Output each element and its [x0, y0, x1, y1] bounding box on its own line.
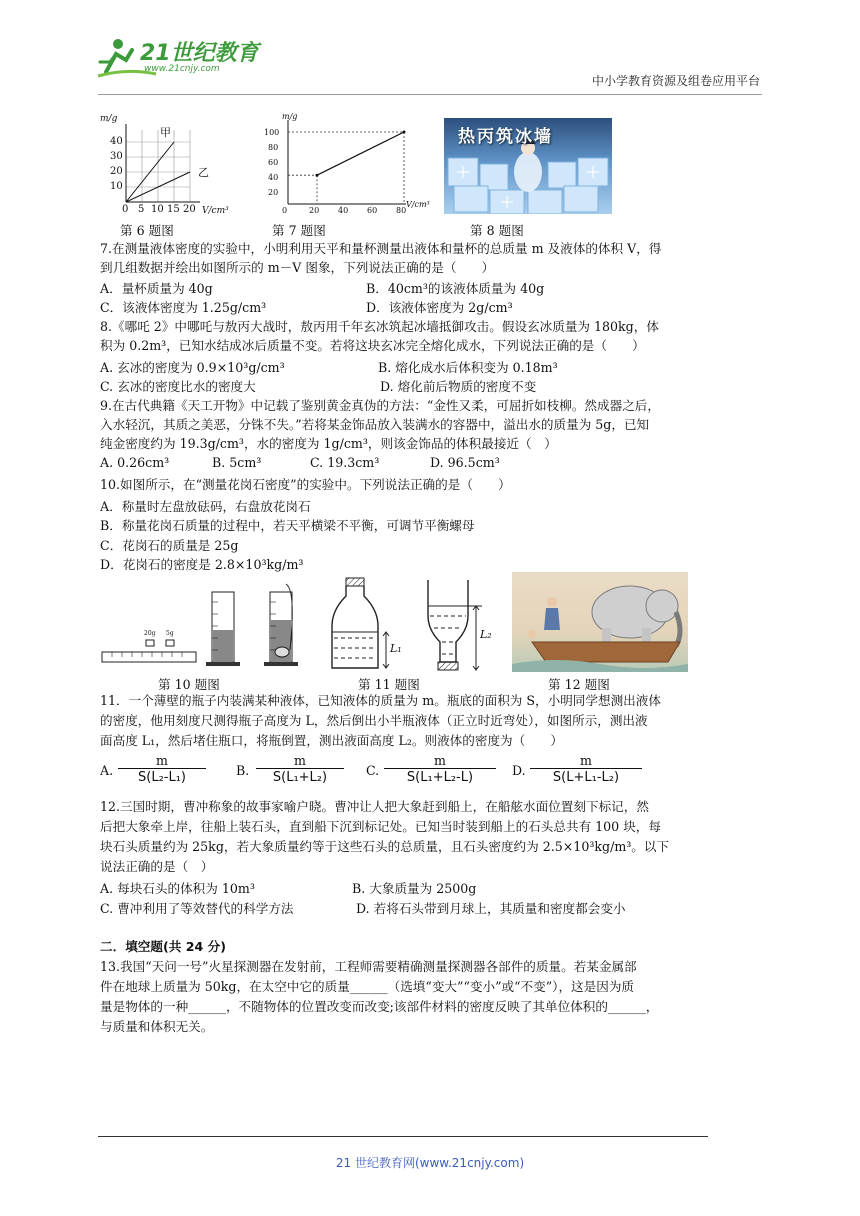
fig7-xtick: 60 — [367, 206, 378, 215]
fig10-weight-5g: 5g — [166, 630, 174, 637]
q11-line2: 的密度，他用刻度尺测得瓶子高度为 L，然后倒出小半瓶液体（正立时近弯处），如图所示，测出液 — [100, 713, 648, 728]
q8-option-b: B. 熔化成水后体积变为 0.18m³ — [378, 360, 558, 375]
fig8-title: 热丙筑冰墙 — [458, 127, 553, 147]
q12-line2: 后把大象牵上岸，往船上装石头，直到船下沉到标记处。已知当时装到船上的石头总共有 100 块，每 — [100, 819, 661, 834]
q12-option-a: A. 每块石头的体积为 10m³ — [100, 881, 255, 896]
q8-option-a: A. 玄冰的密度为 0.9×10³g/cm³ — [100, 360, 285, 375]
q11-option-c — [384, 754, 496, 787]
q9-option-b: B. 5cm³ — [212, 455, 262, 470]
fig6-ytick: 10 — [110, 181, 123, 192]
q10-option-a: A．称量时左盘放砝码，右盘放花岗石 — [100, 499, 311, 514]
q7-option-b: B．40cm³的该液体质量为 40g — [366, 281, 545, 296]
fig6-xtick: 0 — [122, 204, 129, 215]
q11-line3: 面高度 L₁，然后堵住瓶口，将瓶倒置，测出液面高度 L₂。则液体的密度为（ ） — [100, 733, 564, 748]
fig10-illustration — [100, 580, 306, 672]
q8-option-d: D. 熔化前后物质的密度不变 — [380, 379, 537, 394]
q10-option-b: B．称量花岗石质量的过程中，若天平横梁不平衡，可调节平衡螺母 — [100, 518, 475, 533]
q7-option-c: C．该液体密度为 1.25g/cm³ — [100, 300, 267, 315]
fig11-label-l1: L₁ — [390, 642, 402, 655]
fig6-ytick: 20 — [110, 166, 123, 177]
fig6-xtick: 20 — [183, 204, 196, 215]
q10-option-c: C．花岗石的质量是 25g — [100, 538, 239, 553]
q11-line1: 11．一个薄壁的瓶子内装满某种液体，已知液体的质量为 m。瓶底的面积为 S，小明同学想测出液体 — [100, 693, 661, 708]
header-rule — [98, 94, 762, 95]
fig11-bottles — [328, 576, 498, 672]
q10-option-d: D．花岗石的密度是 2.8×10³kg/m³ — [100, 557, 304, 572]
fig7-ytick: 80 — [268, 143, 279, 152]
fig7-ytick: 40 — [268, 173, 279, 182]
q13-line2: 件在地球上质量为 50kg，在太空中它的质量______（选填“变大”“变小”或“不变”），这是因为质 — [100, 979, 635, 994]
q12-option-c: C. 曹冲利用了等效替代的科学方法 — [100, 901, 294, 916]
q9-line1: 9.在古代典籍《天工开物》中记载了鉴别黄金真伪的方法：“金性又柔，可屈折如枝柳。然成器之后， — [100, 398, 660, 413]
figure-12 — [512, 572, 688, 672]
caption-fig8: 第 8 题图 — [470, 223, 524, 238]
q13-line3: 量是物体的一种______，不随物体的位置改变而改变;该部件材料的密度反映了其单位体积的______， — [100, 999, 659, 1014]
q7-line2: 到几组数据并绘出如图所示的 m－V 图象，下列说法正确的是（ ） — [100, 260, 495, 275]
q7-option-d: D．该液体密度为 2g/cm³ — [366, 300, 513, 315]
q11-option-a — [118, 754, 206, 787]
figure-10 — [100, 580, 306, 672]
figure-11 — [328, 576, 498, 672]
fig7-xlabel: V/cm³ — [406, 200, 430, 209]
q13-line1: 13.我国“天问一号”火星探测器在发射前，工程师需要精确测量探测器各部件的质量。若某金属部 — [100, 959, 637, 974]
fig7-xtick: 40 — [338, 206, 349, 215]
q11-a-numerator: m — [118, 754, 206, 769]
q9-option-a: A. 0.26cm³ — [100, 455, 170, 470]
q13-line4: 与质量和体积无关。 — [100, 1019, 214, 1034]
platform-name: 中小学教育资源及组卷应用平台 — [591, 74, 760, 88]
caption-fig12: 第 12 题图 — [548, 677, 610, 692]
q11-d-denominator: S(L+L₁-L₂) — [552, 770, 620, 785]
q7-option-a: A．量杯质量为 40g — [100, 281, 213, 296]
q9-line2: 入水轻沉，其质之美恶，分铢不失。”若将某金饰品放入装满水的容器中，溢出水的质量为 5g，已知 — [100, 417, 650, 432]
fig7-xtick: 80 — [396, 206, 407, 215]
q8-option-c: C. 玄冰的密度比水的密度大 — [100, 379, 256, 394]
q11-b-numerator: m — [256, 754, 344, 769]
q11-option-c-label: C. — [366, 763, 380, 778]
q11-b-denominator: S(L₁+L₂) — [272, 770, 328, 785]
q11-d-numerator: m — [530, 754, 642, 769]
logo-url: www.21cnjy.com — [144, 64, 220, 74]
q9-line3: 纯金密度约为 19.3g/cm³，水的密度为 1g/cm³，则该金饰品的体积最接近（ ） — [100, 436, 557, 451]
fig7-ylabel: m/g — [282, 112, 298, 121]
fig7-xtick: 20 — [309, 206, 320, 215]
q11-option-d — [530, 754, 642, 787]
caption-fig10: 第 10 题图 — [158, 677, 220, 692]
q11-option-d-label: D. — [512, 763, 526, 778]
q11-a-denominator: S(L₂-L₁) — [138, 770, 186, 785]
q11-option-b — [256, 754, 344, 787]
q12-option-d: D. 若将石头带到月球上，其质量和密度都会变小 — [356, 901, 626, 916]
q11-option-b-label: B. — [236, 763, 250, 778]
caption-fig7: 第 7 题图 — [272, 223, 326, 238]
figure-8 — [444, 118, 612, 214]
q12-line3: 块石头质量约为 25kg，若大象质量约等于这些石头的总质量，且石头密度约为 2.5×10³kg/m³。以下 — [100, 839, 670, 854]
q12-line4: 说法正确的是（ ） — [100, 859, 214, 874]
fig7-data-point — [403, 131, 406, 134]
footer-link[interactable]: 21 世纪教育网(www.21cnjy.com) — [335, 1156, 525, 1170]
q9-option-c: C. 19.3cm³ — [310, 455, 380, 470]
caption-fig11: 第 11 题图 — [358, 677, 420, 692]
q11-option-a-label: A. — [100, 763, 114, 778]
fig7-ytick: 60 — [268, 158, 279, 167]
fig6-xtick: 15 — [167, 204, 180, 215]
q8-line1: 8.《哪吒 2》中哪吒与敖丙大战时，敖丙用千年玄冰筑起冰墙抵御攻击。假设玄冰质量为 180kg，体 — [100, 319, 659, 334]
q9-option-d: D. 96.5cm³ — [430, 455, 500, 470]
fig10-weight-20g: 20g — [144, 630, 156, 637]
logo-title: 21世纪教育 — [140, 41, 259, 66]
q12-line1: 12.三国时期，曹冲称象的故事家喻户晓。曹冲让人把大象赶到船上，在船舷水面位置刻下标记，然 — [100, 799, 649, 814]
fig6-series-a: 甲 — [160, 126, 171, 139]
q7-line1: 7.在测量液体密度的实验中，小明利用天平和量杯测量出液体和量杯的总质量 m 及液体的体积 V，得 — [100, 241, 662, 256]
fig6-xtick: 5 — [138, 204, 145, 215]
cao-chong-elephant-illustration — [512, 572, 688, 672]
fig6-ytick: 40 — [110, 136, 123, 147]
fig7-data-line — [317, 132, 404, 175]
fig7-ytick: 100 — [264, 128, 280, 137]
section-2-title: 二．填空题(共 24 分) — [100, 939, 226, 954]
q12-option-b: B. 大象质量为 2500g — [352, 881, 477, 896]
q11-c-denominator: S(L₁+L₂-L) — [406, 770, 474, 785]
q8-line2: 积为 0.2m³，已知水结成冰后质量不变。若将这块玄冰完全熔化成水，下列说法正确的是（ ） — [100, 338, 645, 353]
fig7-ytick: 20 — [268, 188, 279, 197]
fig6-xlabel: V/cm³ — [202, 206, 229, 216]
fig6-ytick: 30 — [110, 151, 123, 162]
fig6-ylabel: m/g — [100, 114, 118, 124]
figure-7 — [262, 112, 432, 222]
fig6-xtick: 10 — [151, 204, 164, 215]
caption-fig6: 第 6 题图 — [120, 223, 174, 238]
figure-6 — [98, 112, 238, 222]
fig7-data-point — [316, 174, 319, 177]
fig6-series-b: 乙 — [198, 166, 209, 179]
q11-c-numerator: m — [384, 754, 496, 769]
logo — [96, 34, 266, 82]
footer-rule — [98, 1136, 708, 1137]
fig11-label-l2: L₂ — [480, 628, 492, 641]
q10-line1: 10.如图所示，在“测量花岗石密度”的实验中。下列说法正确的是（ ） — [100, 477, 511, 492]
fig7-xtick: 0 — [282, 206, 288, 215]
